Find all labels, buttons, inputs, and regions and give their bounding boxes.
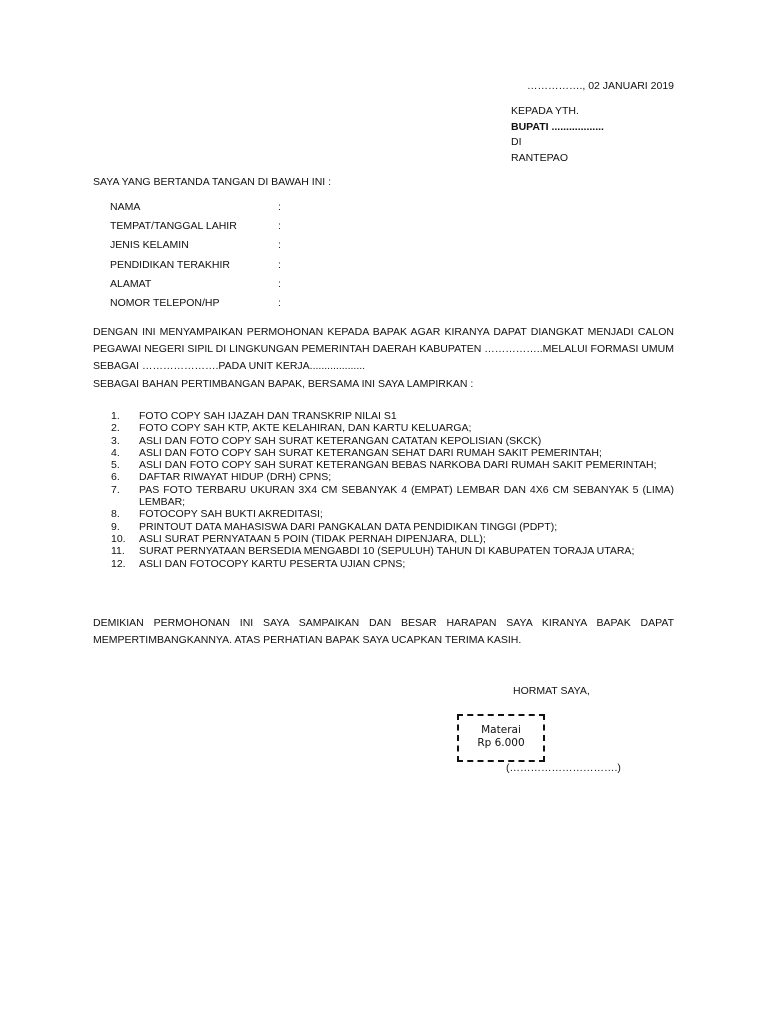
field-row xyxy=(110,198,310,217)
list-item-number: 8. xyxy=(111,508,120,521)
field-label: JENIS KELAMIN xyxy=(110,239,189,252)
list-item-text: ASLI SURAT PERNYATAAN 5 POIN (TIDAK PERNAH DIPENJARA, DLL); xyxy=(139,532,486,545)
list-item xyxy=(111,459,674,471)
list-item-number: 3. xyxy=(111,434,120,447)
list-item xyxy=(111,558,674,570)
field-label: NAMA xyxy=(110,201,141,213)
list-item xyxy=(111,508,674,520)
list-item-text: ASLI DAN FOTO COPY SAH SURAT KETERANGAN CATATAN KEPOLISIAN (SKCK) xyxy=(139,434,542,447)
field-colon: : xyxy=(278,201,281,213)
signature-name-placeholder: (………………………….) xyxy=(506,762,621,774)
list-item xyxy=(111,410,674,422)
field-row xyxy=(110,275,310,294)
closing-paragraph: DEMIKIAN PERMOHONAN INI SAYA SAMPAIKAN DAN BESAR HARAPAN SAYA KIRANYA BAPAK DAPAT MEMPERTIMBANGKANNYA. ATAS PERHATIAN BAPAK SAYA UCAPKAN TERIMA KASIH. xyxy=(93,617,674,646)
list-item xyxy=(111,545,674,557)
stamp-box xyxy=(457,714,545,762)
list-item xyxy=(111,422,674,434)
recipient-block xyxy=(511,104,604,166)
intro-text: SAYA YANG BERTANDA TANGAN DI BAWAH INI : xyxy=(93,176,332,188)
list-item-number: 12. xyxy=(111,557,126,570)
field-colon: : xyxy=(278,258,281,271)
list-item-number: 5. xyxy=(111,459,120,472)
request-paragraph: DENGAN INI MENYAMPAIKAN PERMOHONAN KEPADA BAPAK AGAR KIRANYA DAPAT DIANGKAT MENJADI CALON PEGAWAI NEGERI SIPIL DI LINGKUNGAN PEMERINTAH DAERAH KABUPATEN ……………..MELALUI FORMASI UMUM SEBAGAI ………………….PADA UNIT KERJA................... xyxy=(93,326,674,372)
field-row xyxy=(110,294,310,313)
list-item-text: FOTO COPY SAH KTP, AKTE KELAHIRAN, DAN KARTU KELUARGA; xyxy=(139,422,472,435)
field-row xyxy=(110,217,310,236)
field-colon: : xyxy=(278,277,281,290)
list-item-text: ASLI DAN FOTO COPY SAH SURAT KETERANGAN SEHAT DARI RUMAH SAKIT PEMERINTAH; xyxy=(139,446,602,459)
list-item-text: ASLI DAN FOTO COPY SAH SURAT KETERANGAN BEBAS NARKOBA DARI RUMAH SAKIT PEMERINTAH; xyxy=(139,459,657,472)
identity-fields xyxy=(110,198,310,313)
field-label: NOMOR TELEPON/HP xyxy=(110,296,220,309)
list-item-text: FOTO COPY SAH IJAZAH DAN TRANSKRIP NILAI S1 xyxy=(139,410,397,422)
list-item-text: SURAT PERNYATAAN BERSEDIA MENGABDI 10 (SEPULUH) TAHUN DI KABUPATEN TORAJA UTARA; xyxy=(139,545,635,558)
list-item-number: 6. xyxy=(111,471,120,484)
stamp-value: Rp 6.000 xyxy=(477,737,525,749)
list-item-text: PRINTOUT DATA MAHASISWA DARI PANGKALAN DATA PENDIDIKAN TINGGI (PDPT); xyxy=(139,520,558,533)
recipient-line-4: RANTEPAO xyxy=(511,151,568,164)
field-label: ALAMAT xyxy=(110,277,152,290)
list-item-number: 10. xyxy=(111,532,126,545)
list-item-number: 1. xyxy=(111,410,120,422)
list-item-text: DAFTAR RIWAYAT HIDUP (DRH) CPNS; xyxy=(139,471,332,484)
list-item-number: 11. xyxy=(111,545,125,558)
attachments-intro: SEBAGAI BAHAN PERTIMBANGAN BAPAK, BERSAMA INI SAYA LAMPIRKAN : xyxy=(93,378,474,390)
recipient-line-2: BUPATI .................. xyxy=(511,120,604,133)
list-item-text: PAS FOTO TERBARU UKURAN 3X4 CM SEBANYAK 4 (EMPAT) LEMBAR DAN 4X6 CM SEBANYAK 5 (LIMA) LEMBAR; xyxy=(139,483,674,509)
list-item-number: 9. xyxy=(111,520,120,533)
list-item xyxy=(111,533,674,545)
list-item xyxy=(111,484,674,509)
attachments-list xyxy=(111,410,674,570)
letter-date: ……………., 02 JANUARI 2019 xyxy=(526,80,674,92)
recipient-line-1: KEPADA YTH. xyxy=(511,105,579,117)
field-row xyxy=(110,236,310,255)
list-item-number: 2. xyxy=(111,422,120,435)
list-item xyxy=(111,447,674,459)
list-item-text: FOTOCOPY SAH BUKTI AKREDITASI; xyxy=(139,508,323,521)
list-item-number: 7. xyxy=(111,483,120,496)
list-item xyxy=(111,435,674,447)
field-label: TEMPAT/TANGGAL LAHIR xyxy=(110,220,237,233)
list-item-text: ASLI DAN FOTOCOPY KARTU PESERTA UJIAN CPNS; xyxy=(139,557,406,570)
list-item-number: 4. xyxy=(111,446,120,459)
recipient-line-3: DI xyxy=(511,136,522,148)
stamp-label: Materai xyxy=(481,724,521,736)
closing-greeting: HORMAT SAYA, xyxy=(513,685,590,697)
field-row xyxy=(110,256,310,275)
list-item xyxy=(111,471,674,483)
field-colon: : xyxy=(278,296,281,309)
field-colon: : xyxy=(278,220,281,233)
list-item xyxy=(111,521,674,533)
field-label: PENDIDIKAN TERAKHIR xyxy=(110,258,230,271)
field-colon: : xyxy=(278,239,281,252)
